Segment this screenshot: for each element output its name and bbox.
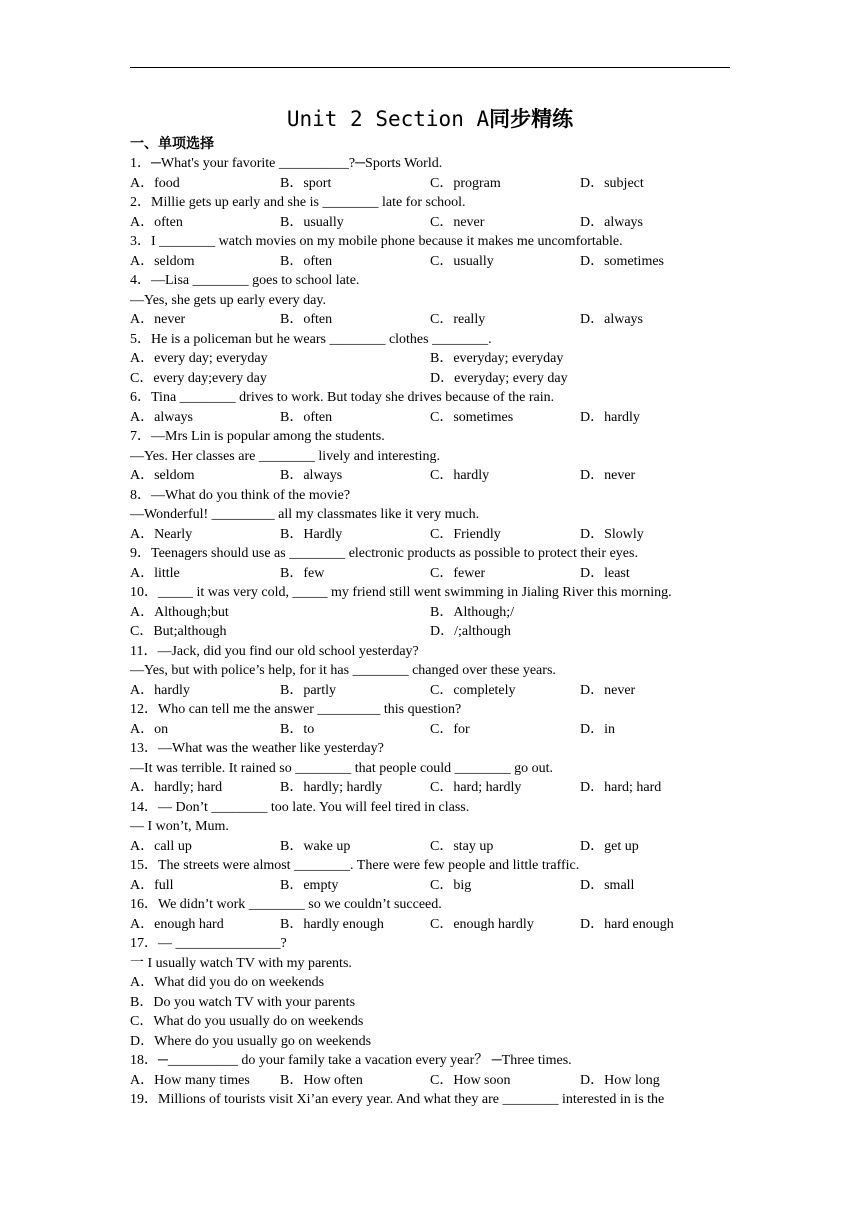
options-row [130, 408, 730, 428]
options-row [130, 213, 730, 233]
question-8 [130, 486, 730, 545]
option-d: D．sometimes [580, 253, 664, 269]
options-row [130, 915, 730, 935]
question-list [130, 154, 730, 1110]
option-d: D．Slowly [580, 526, 644, 542]
question-stem: 15．The streets were almost ________. There were few people and little traffic. [130, 858, 580, 873]
option-a: A．never [130, 312, 186, 327]
options-row [130, 252, 730, 272]
question-16 [130, 895, 730, 934]
option-a: A．Although;but [130, 604, 229, 620]
option-c: C．fewer [430, 565, 486, 581]
question-reply: —Yes, but with police’s help, for it has ________ changed over these years. [130, 663, 556, 678]
question-17 [130, 934, 730, 1051]
option-b: B．often [280, 312, 333, 327]
option-a: A．hardly [130, 682, 190, 698]
option-d: D．least [580, 565, 630, 581]
options-row [130, 174, 730, 194]
question-stem: 16．We didn’t work ________ so we couldn’t succeed. [130, 897, 442, 912]
question-stem: 8．—What do you think of the movie? [130, 487, 351, 503]
question-reply: —Wonderful! _________ all my classmates like it very much. [130, 507, 480, 522]
option-d: D．hard; hard [580, 780, 662, 795]
option-d: D．never [580, 682, 636, 698]
option-a: A．always [130, 409, 193, 425]
options-row [130, 564, 730, 584]
option-a: A．on [130, 721, 169, 737]
option-d: D．everyday; every day [430, 370, 568, 386]
option-a: A．call up [130, 838, 192, 854]
option-b: B．hardly enough [280, 916, 384, 932]
question-stem: 11．—Jack, did you find our old school yesterday? [130, 643, 419, 659]
option-d: D．in [580, 721, 615, 737]
option-c: C．hardly [430, 468, 490, 483]
option-a: A．often [130, 214, 183, 230]
question-stem: 5．He is a policeman but he wears ________ clothes ________. [130, 331, 492, 347]
question-stem: 7．—Mrs Lin is popular among the students. [130, 429, 385, 444]
question-reply: — I won’t, Mum. [130, 819, 229, 834]
header-rule [130, 67, 730, 68]
question-9 [130, 544, 730, 583]
options-row [130, 681, 730, 701]
option-a: A．full [130, 877, 174, 893]
option-a: A．little [130, 565, 180, 581]
question-5 [130, 330, 730, 389]
question-reply: —Yes. Her classes are ________ lively and interesting. [130, 448, 441, 464]
question-reply: —It was terrible. It rained so ________ that people could ________ go out. [130, 760, 554, 776]
option-b: B．How often [280, 1072, 363, 1088]
question-2 [130, 193, 730, 232]
option-a: A．Nearly [130, 526, 193, 542]
title-cn: 同步精练 [489, 106, 574, 131]
option-c: C．for [430, 721, 470, 737]
option-c: C．Friendly [430, 526, 501, 542]
question-stem: 2．Millie gets up early and she is ________ late for school. [130, 195, 466, 210]
option-d: D．small [580, 877, 635, 893]
question-18 [130, 1051, 730, 1090]
option-c: C．sometimes [430, 409, 514, 425]
options-row [130, 622, 730, 642]
option-d: D．never [580, 468, 636, 483]
option-d: D．/;although [430, 624, 511, 639]
option-d: D．hard enough [580, 916, 674, 932]
options-row [130, 876, 730, 896]
option-d: D．always [580, 312, 643, 327]
question-14 [130, 798, 730, 857]
option-c: C．never [430, 214, 485, 230]
question-11 [130, 642, 730, 701]
option-b: B．wake up [280, 838, 351, 854]
question-stem: 19．Millions of tourists visit Xi’an every year. And what they are ________ interested in is the [130, 1092, 665, 1107]
question-stem: 17．— _______________? [130, 936, 287, 951]
option-b: B．sport [280, 175, 332, 191]
option-a: A．seldom [130, 253, 195, 269]
options-row [130, 837, 730, 857]
option-b: B．empty [280, 877, 339, 893]
option-b: B．to [280, 721, 315, 737]
option-b: B．everyday; everyday [430, 351, 564, 366]
question-reply: —Yes, she gets up early every day. [130, 292, 326, 308]
question-10 [130, 583, 730, 642]
option-b: B．often [280, 409, 333, 425]
question-stem: 14．— Don’t ________ too late. You will feel tired in class. [130, 799, 470, 815]
option-c: C．usually [430, 253, 494, 269]
option-b: B．Do you watch TV with your parents [130, 994, 356, 1010]
page-title [0, 104, 860, 134]
options-row [130, 1071, 730, 1091]
question-3 [130, 232, 730, 271]
options-row [130, 778, 730, 798]
question-stem: 9．Teenagers should use as ________ electronic products as possible to protect their eyes. [130, 546, 638, 561]
option-a: A．What did you do on weekends [130, 975, 325, 990]
option-b: B．partly [280, 682, 336, 698]
option-c: C．What do you usually do on weekends [130, 1014, 364, 1029]
question-reply: 一 I usually watch TV with my parents. [130, 955, 352, 971]
option-a: A．How many times [130, 1072, 250, 1088]
question-13 [130, 739, 730, 798]
question-stem: 13．—What was the weather like yesterday? [130, 741, 384, 756]
option-d: D．How long [580, 1072, 660, 1088]
question-stem: 3．I ________ watch movies on my mobile phone because it makes me uncomfortable. [130, 234, 623, 249]
option-c: C．hard; hardly [430, 780, 522, 795]
options-row [130, 525, 730, 545]
option-a: A．enough hard [130, 916, 224, 932]
option-a: A．seldom [130, 468, 195, 483]
option-c: C．completely [430, 682, 516, 698]
options-row [130, 720, 730, 740]
question-12 [130, 700, 730, 739]
options-row [130, 349, 730, 369]
option-d: D．subject [580, 175, 644, 191]
question-15 [130, 856, 730, 895]
option-c: C．How soon [430, 1072, 511, 1088]
options-row [130, 310, 730, 330]
options-row [130, 603, 730, 623]
option-d: D．hardly [580, 409, 640, 425]
option-c: C．big [430, 877, 472, 893]
option-c: C．But;although [130, 624, 227, 639]
option-a: A．every day; everyday [130, 351, 268, 366]
option-d: D．get up [580, 838, 639, 854]
question-6 [130, 388, 730, 427]
question-stem: 12．Who can tell me the answer _________ this question? [130, 702, 462, 717]
section-heading: 一、单项选择 [130, 136, 214, 152]
question-4 [130, 271, 730, 330]
option-c: C．program [430, 175, 501, 191]
question-stem: 4．—Lisa ________ goes to school late. [130, 273, 360, 288]
option-c: C．enough hardly [430, 916, 534, 932]
option-c: C．stay up [430, 838, 494, 854]
option-b: B．Hardly [280, 526, 343, 542]
option-a: A．food [130, 175, 180, 191]
option-a: A．hardly; hard [130, 780, 223, 795]
option-b: B．hardly; hardly [280, 780, 383, 795]
option-c: C．every day;every day [130, 370, 267, 386]
option-d: D．Where do you usually go on weekends [130, 1033, 372, 1049]
option-b: B．often [280, 253, 333, 269]
options-row [130, 369, 730, 389]
option-b: B．few [280, 565, 325, 581]
option-b: B．usually [280, 214, 344, 230]
option-d: D．always [580, 214, 643, 230]
title-latin: Unit 2 Section A [286, 107, 490, 131]
question-stem: 10．_____ it was very cold, _____ my friend still went swimming in Jialing River this morning. [130, 585, 672, 600]
option-b: B．always [280, 468, 343, 483]
options-row [130, 466, 730, 486]
question-1 [130, 154, 730, 193]
question-stem: 6．Tina ________ drives to work. But today she drives because of the rain. [130, 390, 555, 405]
question-7 [130, 427, 730, 486]
question-19 [130, 1090, 730, 1110]
option-b: B．Although;/ [430, 604, 515, 620]
question-stem: 1．─What's your favorite __________?─Sports World. [130, 156, 443, 171]
option-c: C．really [430, 312, 486, 327]
question-stem: 18．─__________ do your family take a vacation every year？ ─Three times. [130, 1053, 572, 1068]
